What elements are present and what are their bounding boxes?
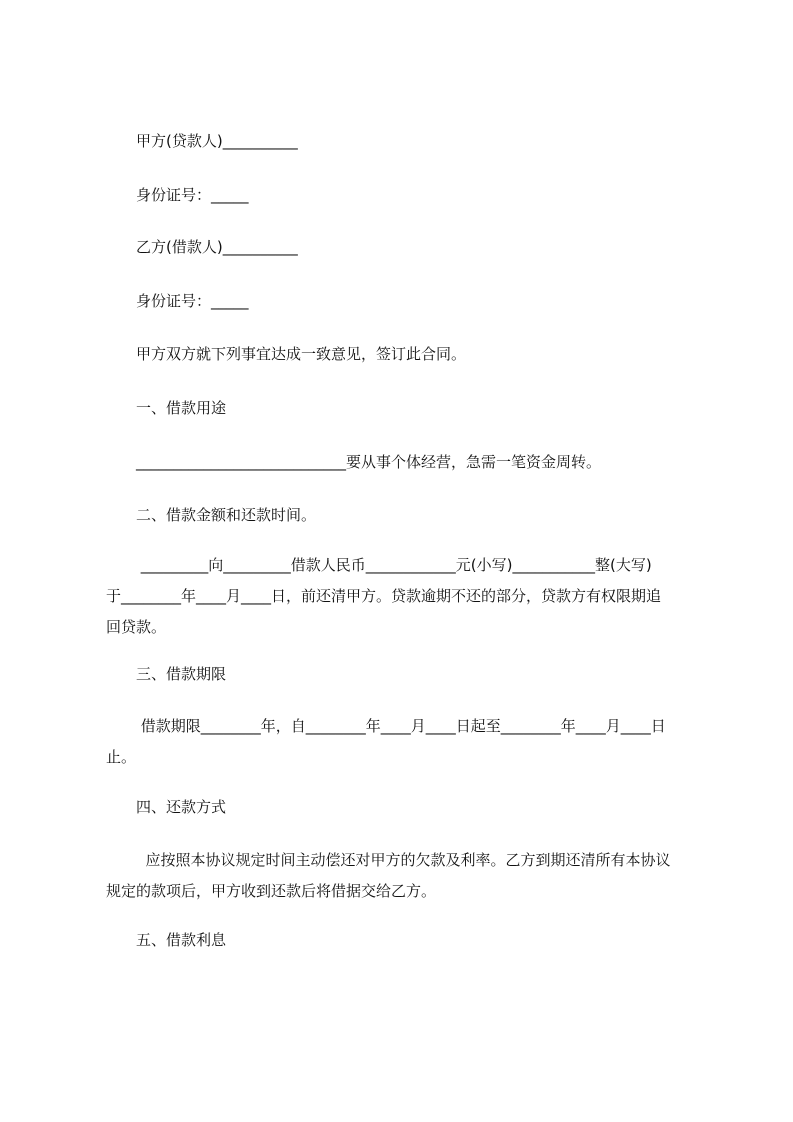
party-a-line: 甲方(贷款人)__________ xyxy=(136,132,298,150)
section-3-body xyxy=(106,711,702,773)
section-5-title: 五、借款利息 xyxy=(136,931,227,949)
section-1-body: ____________________________要从事个体经营，急需一笔资金周转。 xyxy=(136,453,602,471)
party-a-id-line: 身份证号：_____ xyxy=(136,186,249,204)
section-2-title: 二、借款金额和还款时间。 xyxy=(136,506,317,524)
section-4-line-2: 规定的款项后，甲方收到还款后将借据交给乙方。 xyxy=(106,882,437,900)
section-4-line-1: 应按照本协议规定时间主动偿还对甲方的欠款及利率。乙方到期还清所有本协议 xyxy=(136,851,671,869)
section-2-line-1: _________向_________借款人民币____________元(小写)___________整(大写) xyxy=(136,556,652,574)
section-2-line-2: 于________年____月____日，前还清甲方。贷款逾期不还的部分，贷款方有权限期追 xyxy=(106,587,662,605)
party-b-line: 乙方(借款人)__________ xyxy=(136,238,298,256)
section-2-body xyxy=(106,550,702,643)
section-3-line-1: 借款期限________年，自________年____月____日起至________年____月____日 xyxy=(136,717,666,735)
section-4-body xyxy=(106,845,702,907)
section-3-line-2: 止。 xyxy=(106,748,137,766)
section-3-title: 三、借款期限 xyxy=(136,665,227,683)
section-1-title: 一、借款用途 xyxy=(136,399,227,417)
section-2-line-3: 回贷款。 xyxy=(106,618,167,636)
party-b-id-line: 身份证号：_____ xyxy=(136,292,249,310)
intro-statement: 甲方双方就下列事宜达成一致意见，签订此合同。 xyxy=(136,345,467,363)
section-4-title: 四、还款方式 xyxy=(136,798,227,816)
